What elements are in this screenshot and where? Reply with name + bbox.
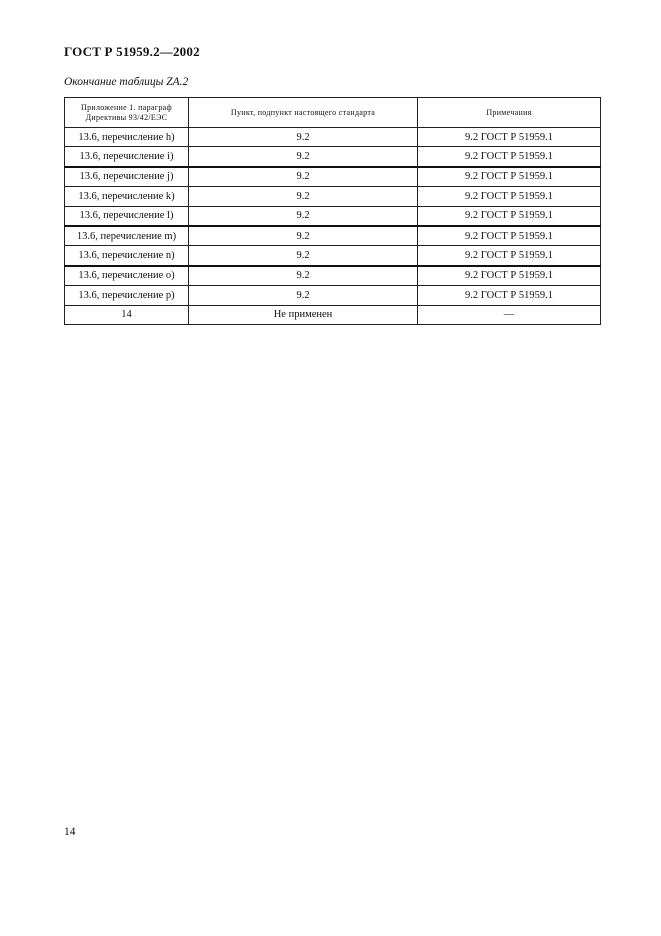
cell-clause: Не применен	[189, 305, 418, 324]
cell-note: 9.2 ГОСТ Р 51959.1	[418, 246, 601, 266]
column-header-notes: Примечания	[418, 98, 601, 128]
cell-note: 9.2 ГОСТ Р 51959.1	[418, 266, 601, 286]
cell-annex: 13.6, перечисление n)	[65, 246, 189, 266]
document-header: ГОСТ Р 51959.2—2002	[64, 44, 200, 59]
cell-note: 9.2 ГОСТ Р 51959.1	[418, 226, 601, 246]
cell-note: 9.2 ГОСТ Р 51959.1	[418, 206, 601, 226]
cell-clause: 9.2	[189, 266, 418, 286]
table-row	[65, 187, 601, 206]
table-row	[65, 266, 601, 286]
cell-note: 9.2 ГОСТ Р 51959.1	[418, 187, 601, 206]
cell-annex: 13.6, перечисление l)	[65, 206, 189, 226]
column-header-annex-line2: Директивы 93/42/ЕЭС	[85, 112, 168, 122]
table-row	[65, 226, 601, 246]
cell-annex: 13.6, перечисление j)	[65, 167, 189, 187]
table-row	[65, 246, 601, 266]
cell-annex: 13.6, перечисление m)	[65, 226, 189, 246]
column-header-annex	[65, 98, 189, 128]
table-row	[65, 167, 601, 187]
cell-clause: 9.2	[189, 187, 418, 206]
cell-note: —	[418, 305, 601, 324]
cell-note: 9.2 ГОСТ Р 51959.1	[418, 167, 601, 187]
column-header-clause: Пункт, подпункт настоящего стандарта	[189, 98, 418, 128]
table-row	[65, 147, 601, 167]
cell-annex: 13.6, перечисление i)	[65, 147, 189, 167]
table-caption: Окончание таблицы ZA.2	[64, 76, 189, 88]
table-row	[65, 128, 601, 147]
cell-clause: 9.2	[189, 206, 418, 226]
table-header-row	[65, 98, 601, 128]
page-number: 14	[64, 826, 76, 838]
cell-annex: 14	[65, 305, 189, 324]
cell-clause: 9.2	[189, 167, 418, 187]
column-header-annex-line1: Приложение 1. параграф	[81, 102, 172, 112]
cell-annex: 13.6, перечисление o)	[65, 266, 189, 286]
table-row	[65, 286, 601, 305]
cell-annex: 13.6, перечисление h)	[65, 128, 189, 147]
table-row	[65, 305, 601, 324]
cell-clause: 9.2	[189, 286, 418, 305]
cell-clause: 9.2	[189, 226, 418, 246]
cell-clause: 9.2	[189, 128, 418, 147]
cell-clause: 9.2	[189, 246, 418, 266]
cell-note: 9.2 ГОСТ Р 51959.1	[418, 286, 601, 305]
cell-annex: 13.6, перечисление p)	[65, 286, 189, 305]
cell-note: 9.2 ГОСТ Р 51959.1	[418, 128, 601, 147]
cell-annex: 13.6, перечисление k)	[65, 187, 189, 206]
cell-clause: 9.2	[189, 147, 418, 167]
correspondence-table	[64, 97, 601, 325]
table-row	[65, 206, 601, 226]
cell-note: 9.2 ГОСТ Р 51959.1	[418, 147, 601, 167]
